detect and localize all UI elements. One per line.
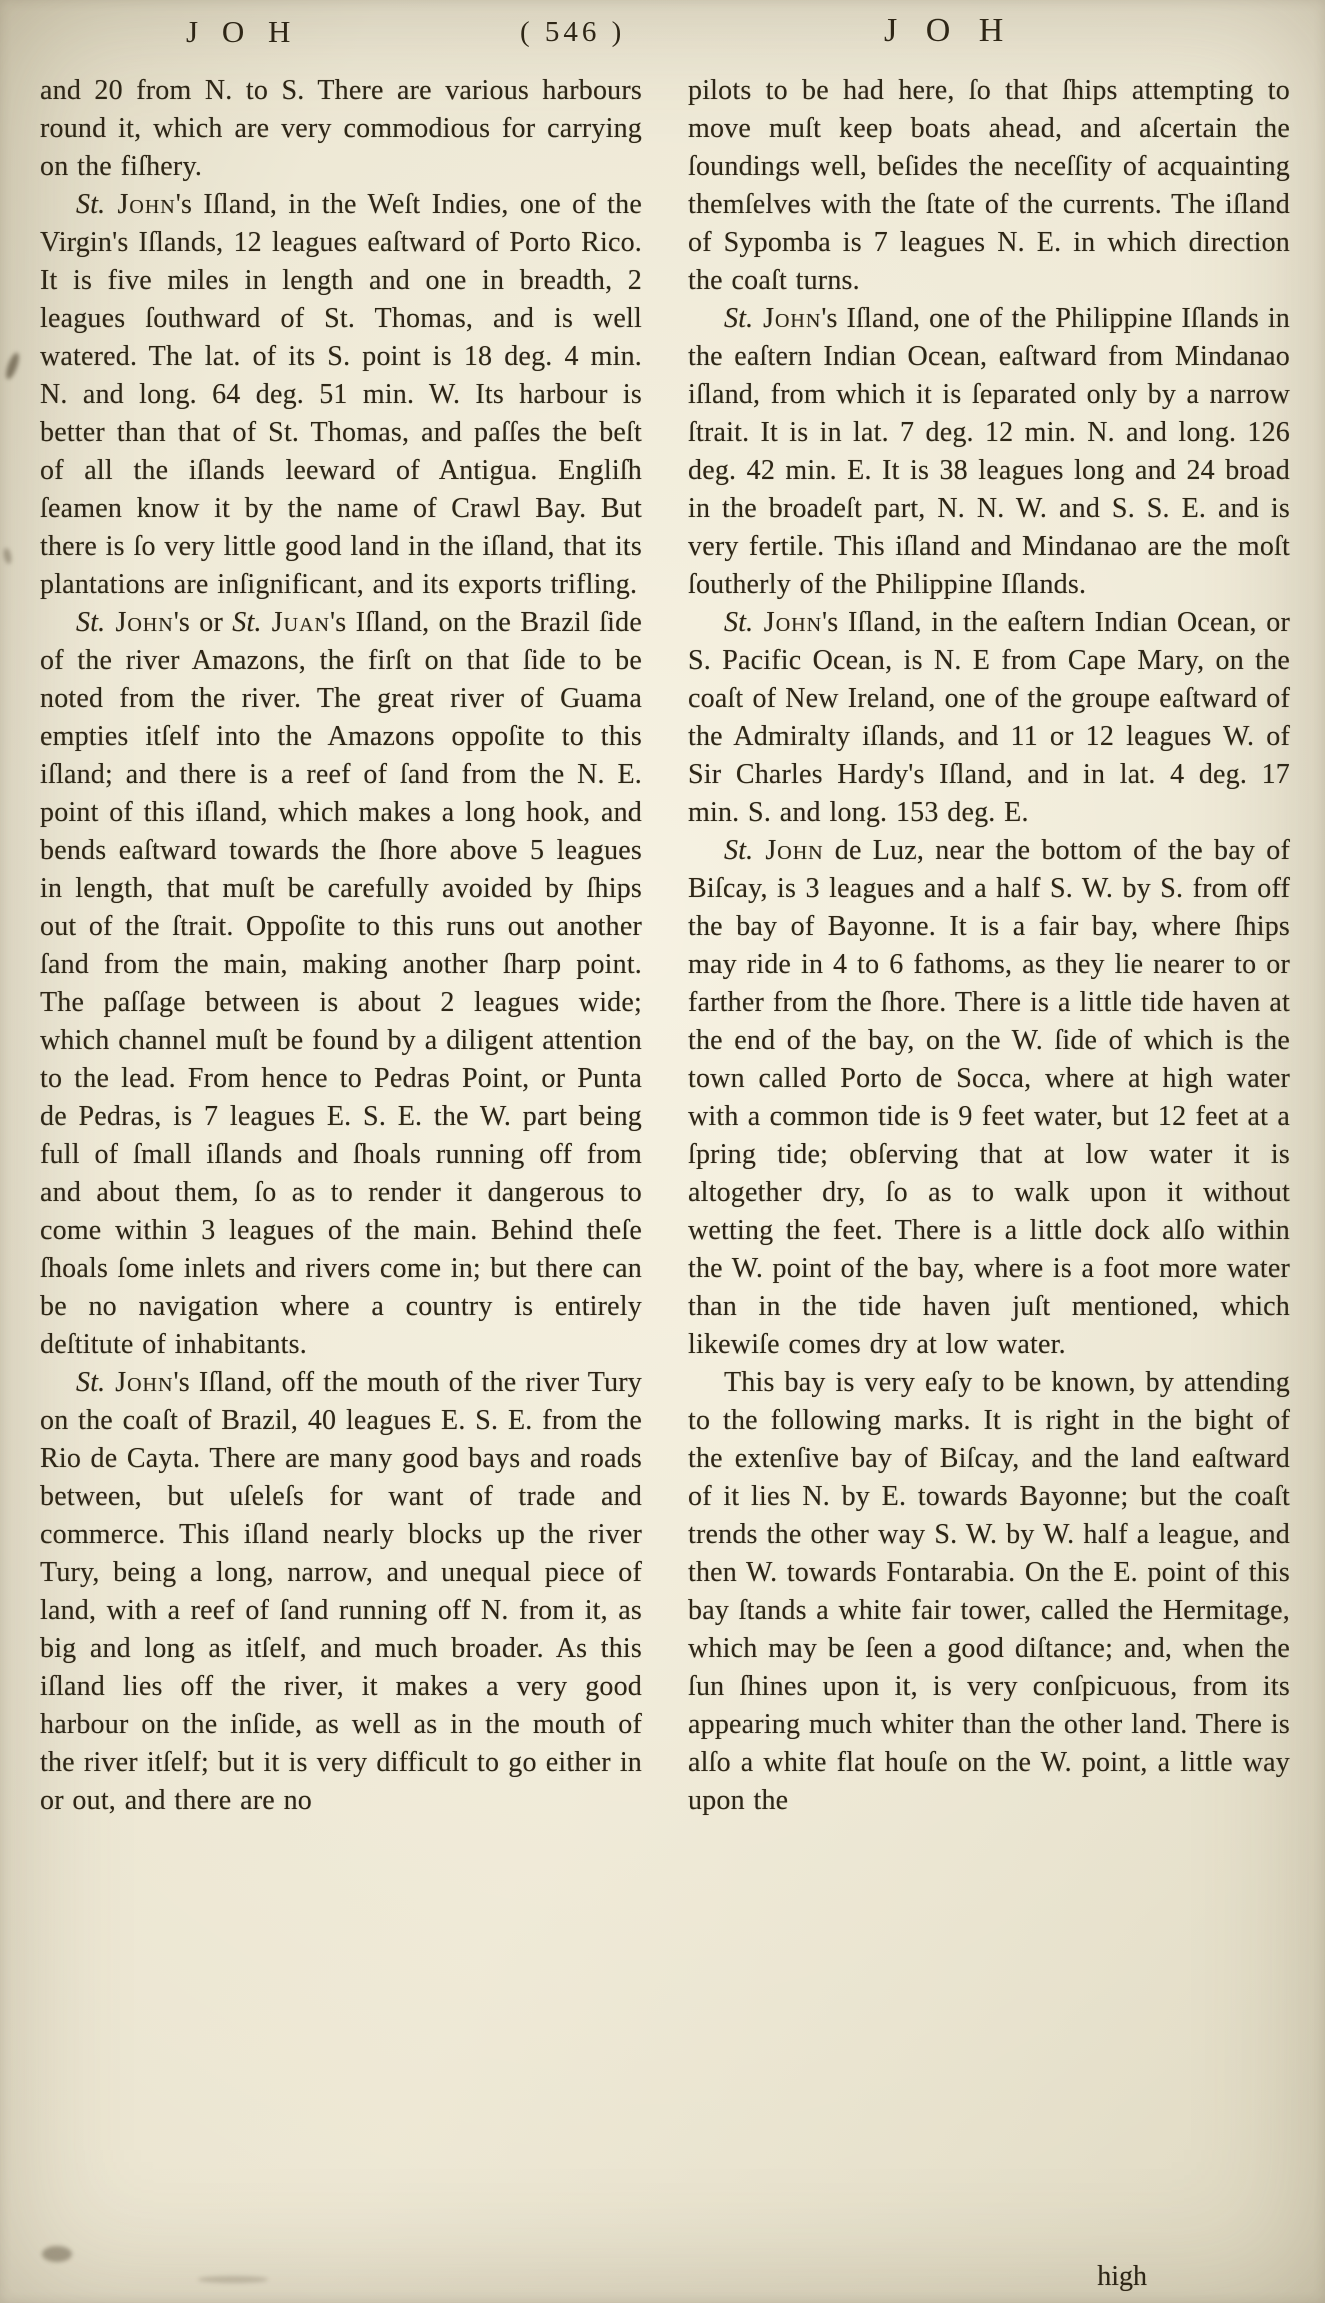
text-run: 's Iſland, off the mouth of the river Tury on the coaſt of Brazil, 40 leagues E. S. E. from the Rio de Cayta. There are many good bays and roads between, but uſeleſs for want of trade and commerce. This iſland nearly blocks up the river Tury, being a long, narrow, and unequal piece of land, with a reef of ſand running off N. from it, as big and long as itſelf, and much broader. As this iſland lies off the river, it makes a very good harbour on the inſide, as well as in the mouth of the river itſelf; but it is very difficult to go either in or out, and there are no <box>40 1367 642 1816</box>
text-run: pilots to be had here, ſo that ſhips attempting to move muſt keep boats ahead, and aſcertain the ſoundings well, beſides the neceſſity of acquainting themſelves with the ſtate of the currents. The iſland of Sypomba is 7 leagues N. E. in which direction the coaſt turns. <box>688 75 1290 296</box>
running-title-right: J O H <box>884 12 1014 49</box>
text-run: John <box>105 1367 174 1398</box>
text-run: John <box>105 607 174 638</box>
text-run: John <box>753 835 824 866</box>
ink-smudge <box>3 351 21 380</box>
text-run: John <box>753 607 823 638</box>
text-run: This bay is very eaſy to be known, by attending to the following marks. It is right in the bight of the extenſive bay of Biſcay, and the land eaſtward of it lies N. by E. towards Bayonne; but the coaſt trends the other way S. W. by W. half a league, and then W. towards Fontarabia. On the E. point of this bay ſtands a white fair tower, called the Hermitage, which may be ſeen a good diſtance; and, when the ſun ſhines upon it, is very conſpicuous, from its appearing much whiter than the other land. There is alſo a white flat houſe on the W. point, a little way upon the <box>688 1367 1290 1816</box>
text-run: St. <box>232 607 262 638</box>
left-column <box>40 72 642 1820</box>
text-run: St. <box>724 303 754 334</box>
text-run: 's Iſland, in the eaſtern Indian Ocean, or S. Pacific Ocean, is N. E from Cape Mary, on the coaſt of New Ireland, one of the groupe eaſtward of the Admiralty iſlands, and 11 or 12 leagues W. of Sir Charles Hardy's Iſland, and in lat. 4 deg. 17 min. S. and long. 153 deg. E. <box>688 607 1290 828</box>
text-run: John <box>105 189 176 220</box>
text-run: and 20 from N. to S. There are various harbours round it, which are very commodious for carrying on the fiſhery. <box>40 75 642 182</box>
text-run: St. <box>76 189 106 220</box>
ink-smudge <box>198 2276 268 2283</box>
ink-smudge <box>42 2246 72 2262</box>
page-header <box>0 12 1325 60</box>
paragraph <box>688 604 1290 832</box>
text-run: 's Iſland, one of the Philippine Iſlands in the eaſtern Indian Ocean, eaſtward from Mindanao iſland, from which it is ſeparated only by a narrow ſtrait. It is in lat. 7 deg. 12 min. N. and long. 126 deg. 42 min. E. It is 38 leagues long and 24 broad in the broadeſt part, N. N. W. and S. S. E. and is very fertile. This iſland and Mindanao are the moſt ſoutherly of the Philippine Iſlands. <box>688 303 1290 600</box>
right-column <box>688 72 1290 1820</box>
text-run: St. <box>724 607 754 638</box>
page-number: ( 546 ) <box>520 16 626 48</box>
paragraph <box>40 186 642 604</box>
text-run: 's or <box>173 607 233 638</box>
paragraph <box>688 1364 1290 1820</box>
text-run: John <box>753 303 822 334</box>
text-run: Juan <box>261 607 330 638</box>
text-run: St. <box>724 835 754 866</box>
text-run: 's Iſland, on the Brazil ſide of the river Amazons, the firſt on that ſide to be noted from the river. The great river of Guama empties itſelf into the Amazons oppoſite to this iſland; and there is a reef of ſand from the N. E. point of this iſland, which makes a long hook, and bends eaſtward towards the ſhore above 5 leagues in length, that muſt be carefully avoided by ſhips out of the ſtrait. Oppoſite to this runs out another ſand from the main, making another ſharp point. The paſſage between is about 2 leagues wide; which channel muſt be found by a diligent attention to the lead. From hence to Pedras Point, or Punta de Pedras, is 7 leagues E. S. E. the W. part being full of ſmall iſlands and ſhoals running off from and about them, ſo as to render it dangerous to come within 3 leagues of the main. Behind theſe ſhoals ſome inlets and rivers come in; but there can be no navigation where a country is entirely deſtitute of inhabitants. <box>40 607 642 1360</box>
paragraph <box>40 72 642 186</box>
paragraph <box>688 72 1290 300</box>
paragraph <box>688 300 1290 604</box>
paragraph <box>40 1364 642 1820</box>
text-run: St. <box>76 1367 106 1398</box>
text-run: St. <box>76 607 106 638</box>
paragraph <box>40 604 642 1364</box>
paragraph <box>688 832 1290 1364</box>
catchword: high <box>1097 2261 1147 2292</box>
running-title-left: J O H <box>186 14 299 49</box>
text-run: de Luz, near the bottom of the bay of Biſcay, is 3 leagues and a half S. W. by S. from off the bay of Bayonne. It is a fair bay, where ſhips may ride in 4 to 6 fathoms, as they lie nearer to or farther from the ſhore. There is a little tide haven at the end of the bay, on the W. ſide of which is the town called Porto de Socca, where at high water with a common tide is 9 feet water, but 12 feet at a ſpring tide; obſerving that at low water it is altogether dry, ſo as to walk upon it without wetting the feet. There is a little dock alſo within the W. point of the bay, where is a foot more water than in the tide haven juſt mentioned, which likewiſe comes dry at low water. <box>688 835 1290 1360</box>
text-columns <box>40 72 1290 1820</box>
ink-smudge <box>2 547 12 564</box>
text-run: 's Iſland, in the Weſt Indies, one of the Virgin's Iſlands, 12 leagues eaſtward of Porto Rico. It is five miles in length and one in breadth, 2 leagues ſouthward of St. Thomas, and is well watered. The lat. of its S. point is 18 deg. 4 min. N. and long. 64 deg. 51 min. W. Its harbour is better than that of St. Thomas, and paſſes the beſt of all the iſlands leeward of Antigua. Engliſh ſeamen know it by the name of Crawl Bay. But there is ſo very little good land in the iſland, that its plantations are inſignificant, and its exports trifling. <box>40 189 642 600</box>
